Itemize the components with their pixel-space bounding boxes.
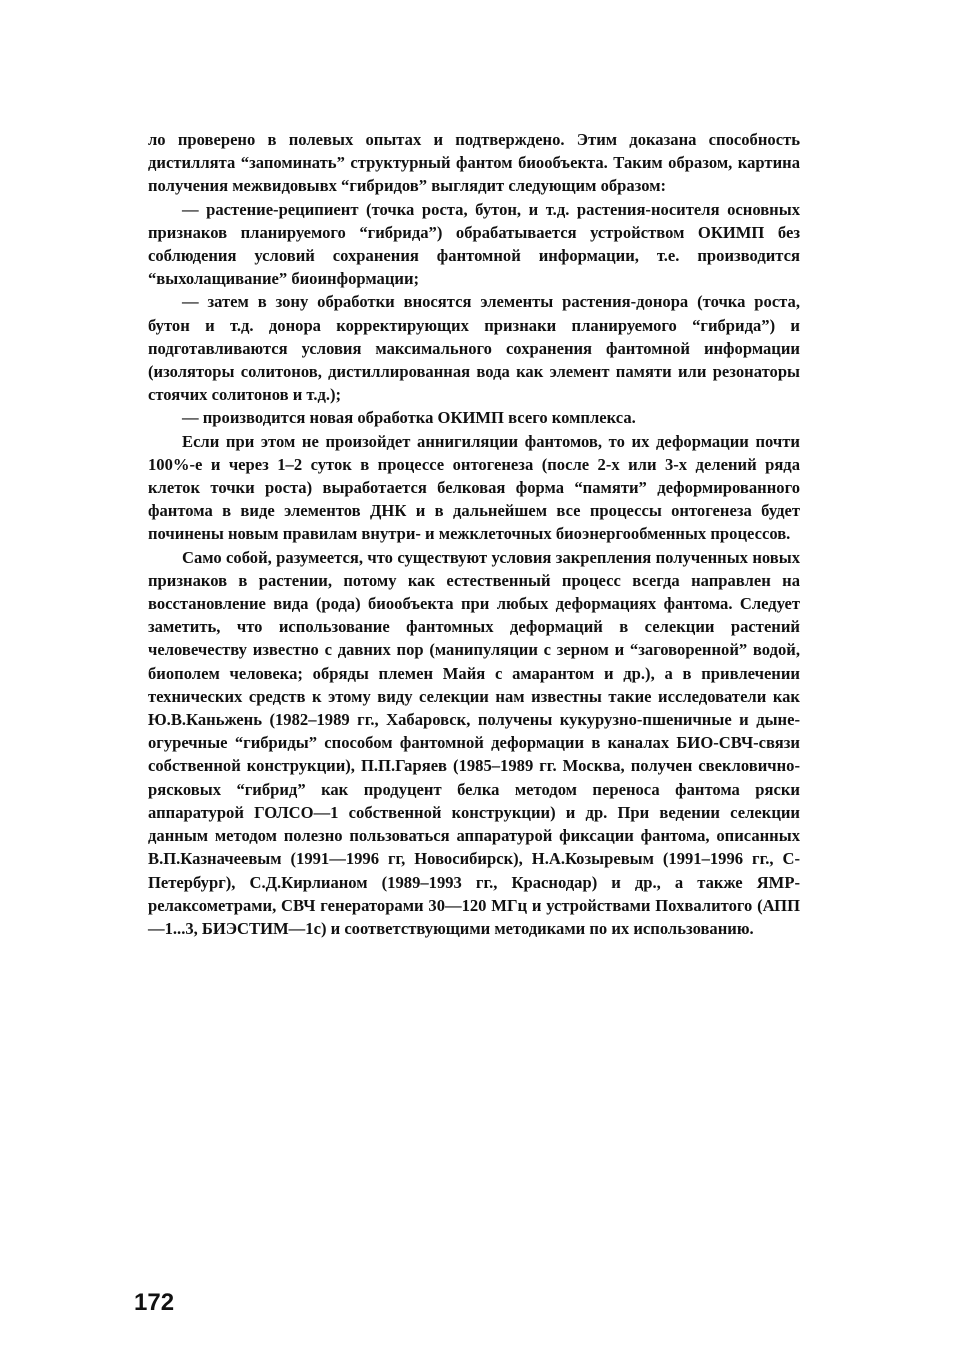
paragraph-2: — растение-реципиент (точка роста, бутон, и т.д. растения-носителя основных признаков планируемого “гибрида”) обрабатывается устройством ОКИМП без соблюдения условий сохранения фантомной информации, т.е. производится “выхолащивание” биоинформации;	[148, 199, 800, 289]
paragraph-6: Само собой, разумеется, что существуют условия закрепления полученных новых признаков в растении, потому как естественный процесс всегда направлен на восстановление вида (рода) биообъекта при любых деформациях фантома. Следует заметить, что использование фантомных деформаций в селекции растений человечеству известно с давних пор (манипуляции с зерном и “заговоренной” водой, биополем человека; обряды племен Майя с амарантом и др.), а в привлечении технических средств к этому виду селекции нам известны такие исследователи как Ю.В.Каньжень (1982–1989 гг., Хабаровск, получены кукурузно-пшеничные и дыне-огуречные “гибриды” способом фантомной деформации в каналах БИО-СВЧ-связи собственной конструкции), П.П.Гаряев (1985–1989 гг. Москва, получен свекловично-рясковых “гибрид” как продуцент белка методом переноса фантома ряски аппаратурой ГОЛСО—1 собственной конструкции) и др. При ведении селекции данным методом полезно пользоваться аппаратурой фиксации фантома, описанных В.П.Казначеевым (1991—1996 гг, Новосибирск), Н.А.Козыревым (1991–1996 гг., С-Петербург), С.Д.Кирлианом (1989–1993 гг., Краснодар) и др., а также ЯМР-релаксометрами, СВЧ генераторами 30—120 МГц и устройствами Похвалитого (АПП—1...3, БИЭСТИМ—1с) и соответствующими методиками по их использованию.	[148, 547, 800, 938]
paragraph-5: Если при этом не произойдет аннигиляции фантомов, то их деформации почти 100%-е и через 1–2 суток в процессе онтогенеза (после 2-х или 3-х делений ряда клеток точки роста) выработается белковая форма “памяти” деформированного фантома в виде элементов ДНК и в дальнейшем все процессы онтогенеза будет починены новым правилам внутри- и межклеточных биоэнергообменных процессов.	[148, 431, 800, 544]
body-text	[148, 128, 800, 940]
page-number: 172	[134, 1289, 175, 1316]
paragraph-4: — производится новая обработка ОКИМП всего комплекса.	[182, 408, 636, 428]
paragraph-3: — затем в зону обработки вносятся элементы растения-донора (точка роста, бутон и т.д. донора корректирующих признаки планируемого “гибрида”) и подготавливаются условия максимального сохранения фантомной информации (изоляторы солитонов, дистиллированная вода как элемент памяти или резонаторы стоячих солитонов и т.д.);	[148, 292, 800, 405]
paragraph-1: ло проверено в полевых опытах и подтверждено. Этим доказана способность дистиллята “запоминать” структурный фантом биообъекта. Таким образом, картина получения межвидовывх “гибридов” выглядит следующим образом:	[148, 130, 800, 196]
